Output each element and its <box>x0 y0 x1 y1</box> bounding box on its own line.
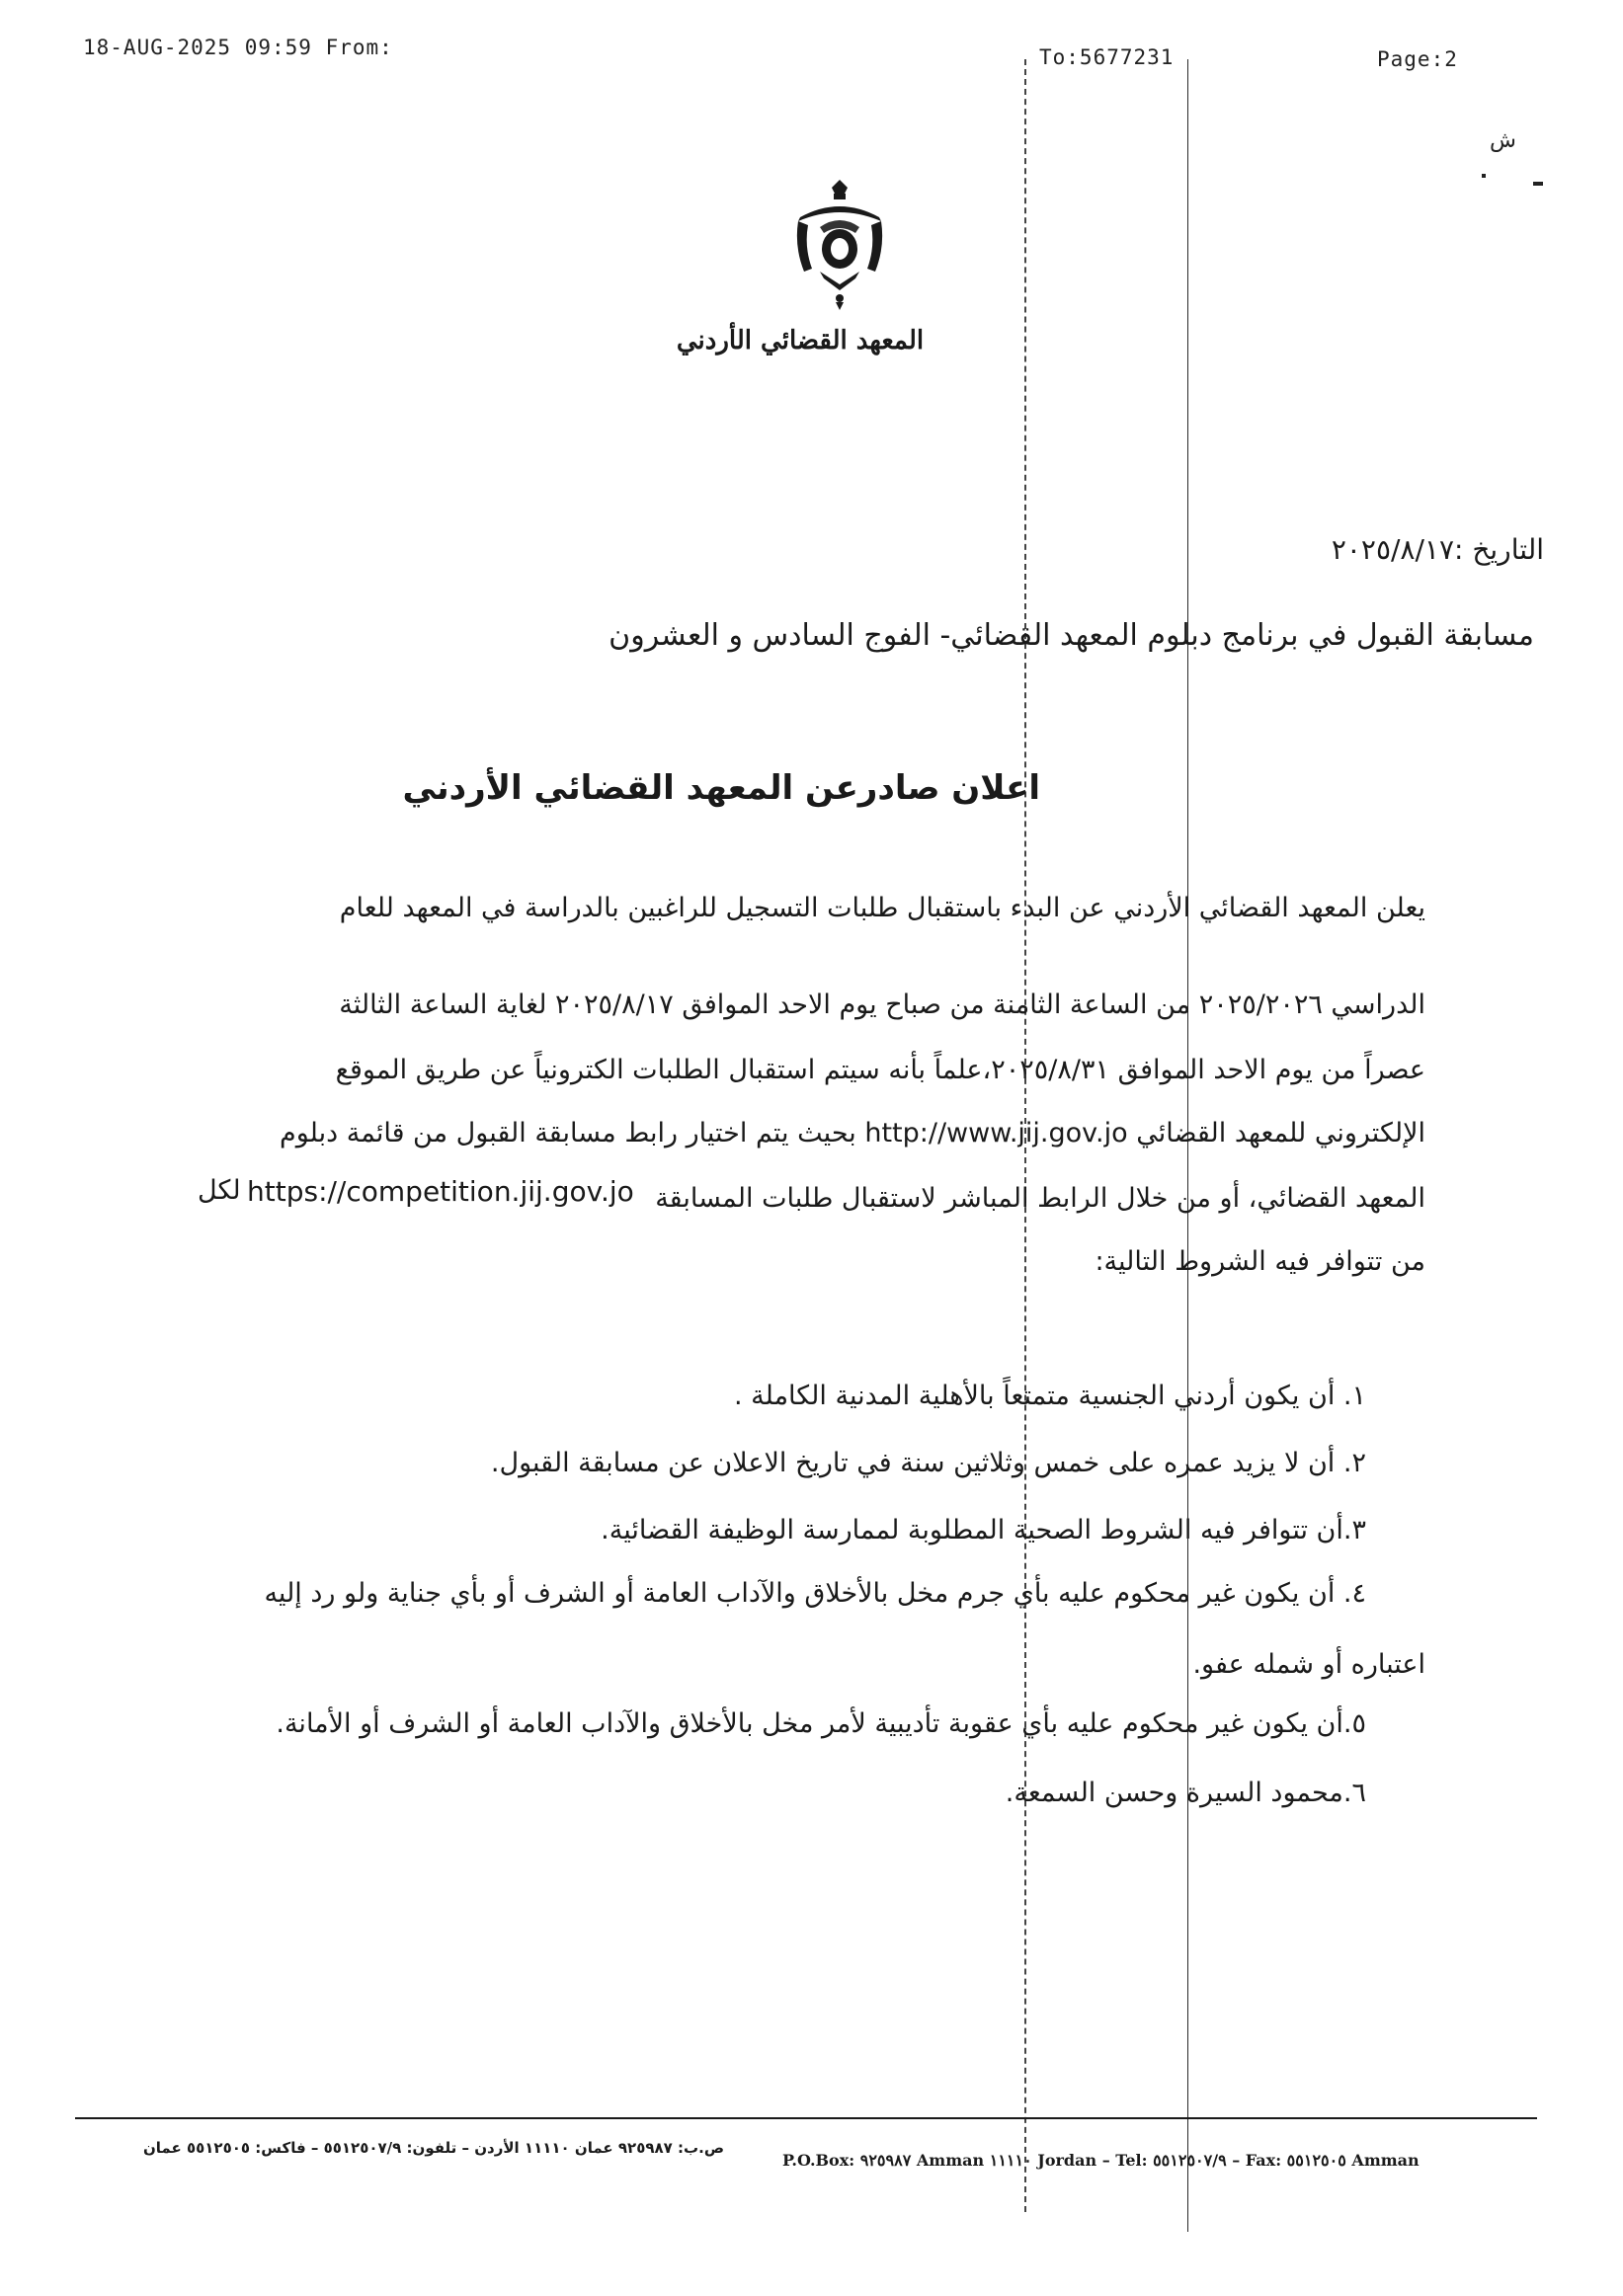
jordan-coat-of-arms-icon <box>790 178 889 311</box>
announcement-title: اعلان صادرعن المعهد القضائي الأردني <box>402 768 1040 808</box>
fax-date-from: 18-AUG-2025 09:59 From: <box>83 36 393 59</box>
institute-name: المعهد القضائي الأردني <box>676 326 925 356</box>
footer-divider <box>75 2117 1537 2119</box>
subject-line: مسابقة القبول في برنامج دبلوم المعهد القضائي- الفوج السادس و العشرون <box>609 618 1534 653</box>
condition-item: ١. أن يكون أردني الجنسية متمتعاً بالأهلية المدنية الكاملة . <box>734 1381 1366 1411</box>
body-line: المعهد القضائي، أو من خلال الرابط المباشر لاستقبال طلبات المسابقة <box>655 1183 1425 1214</box>
document-date: التاريخ :٢٠٢٥/٨/١٧ <box>1331 533 1544 566</box>
body-line: يعلن المعهد القضائي الأردني عن البدء باستقبال طلبات التسجيل للراغبين بالدراسة في المعهد للعام <box>339 893 1425 923</box>
fax-to: To:5677231 <box>1039 45 1175 69</box>
fax-page: Page:2 <box>1377 47 1458 71</box>
footer-contact-arabic: ص.ب: ٩٢٥٩٨٧ عمان ١١١١٠ الأردن – تلفون: ٥٥١٢٥٠٧/٩ – فاكس: ٥٥١٢٥٠٥ عمان <box>142 2139 724 2157</box>
condition-item: اعتباره أو شمله عفو. <box>1192 1649 1425 1680</box>
condition-item: ٥.أن يكون غير محكوم عليه بأي عقوبة تأديبية لأمر مخل بالأخلاق والآداب العامة أو الشرف أو الأمانة. <box>276 1708 1366 1739</box>
body-line: عصراً من يوم الاحد الموافق ٢٠٢٥/٨/٣١،علماً بأنه سيتم استقبال الطلبات الكترونياً عن طريق الموقع <box>335 1055 1425 1085</box>
body-line-suffix: لكل <box>198 1175 241 1206</box>
scan-speck: ﺵ <box>1490 128 1516 153</box>
body-line: من تتوافر فيه الشروط التالية: <box>1095 1246 1425 1277</box>
body-line: الإلكتروني للمعهد القضائي http://www.jij.gov.jo بحيث يتم اختيار رابط مسابقة القبول من قائمة دبلوم <box>280 1118 1425 1148</box>
condition-item: ٢. أن لا يزيد عمره على خمس وثلاثين سنة في تاريخ الاعلان عن مسابقة القبول. <box>490 1448 1366 1478</box>
condition-item: ٣.أن تتوافر فيه الشروط الصحية المطلوبة لممارسة الوظيفة القضائية. <box>601 1515 1366 1545</box>
body-line: الدراسي ٢٠٢٥/٢٠٢٦ من الساعة الثامنة من صباح يوم الاحد الموافق ٢٠٢٥/٨/١٧ لغاية الساعة الثالثة <box>339 990 1425 1020</box>
scan-speck <box>1533 182 1543 186</box>
condition-item: ٤. أن يكون غير محكوم عليه بأي جرم مخل بالأخلاق والآداب العامة أو الشرف أو بأي جناية ولو رد إليه <box>264 1578 1366 1609</box>
scan-speck <box>1482 174 1486 178</box>
competition-url-link[interactable]: https://competition.jij.gov.jo <box>247 1175 634 1208</box>
footer-contact-english: P.O.Box: ٩٢٥٩٨٧ Amman ١١١١٠ Jordan – Tel: ٥٥١٢٥٠٧/٩ – Fax: ٥٥١٢٥٠٥ Amman <box>782 2151 1420 2170</box>
condition-item: ٦.محمود السيرة وحسن السمعة. <box>1005 1778 1366 1808</box>
